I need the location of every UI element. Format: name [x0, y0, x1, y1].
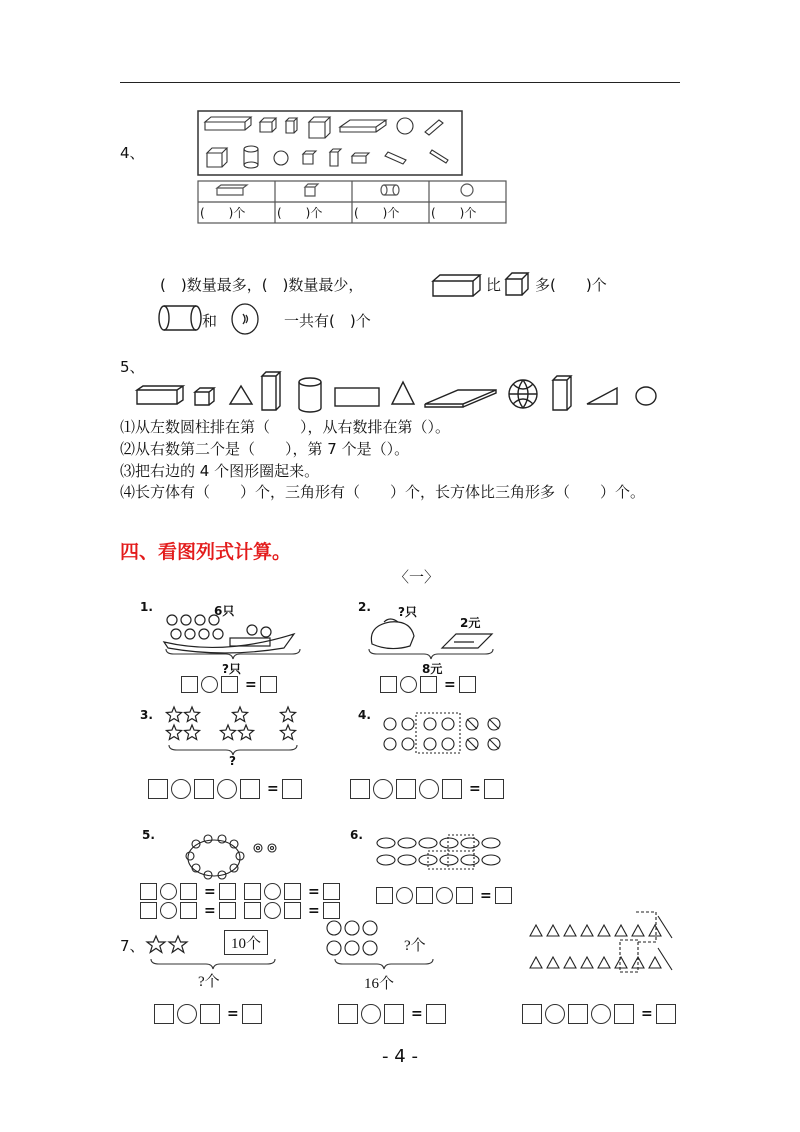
- answer-box[interactable]: [484, 779, 504, 799]
- equals-sign: =: [267, 780, 279, 797]
- answer-box[interactable]: [350, 779, 370, 799]
- problem-5-equation-1: [140, 881, 239, 900]
- equals-sign: =: [204, 902, 216, 919]
- triangle-icon: [649, 957, 661, 968]
- problem-5-equation-2: [244, 881, 343, 900]
- star-icon: [184, 725, 199, 740]
- answer-box[interactable]: [260, 676, 277, 693]
- answer-box[interactable]: [244, 883, 261, 900]
- problem-7-stars: [145, 934, 191, 956]
- equals-sign: =: [444, 676, 456, 693]
- triangle-icon: [547, 957, 559, 968]
- star-icon: [166, 707, 181, 722]
- section-subtitle: 〈一〉: [394, 568, 440, 586]
- problem-5-number: 5.: [142, 828, 155, 842]
- operator-circle[interactable]: [264, 883, 281, 900]
- problem-1-top-label: 6只: [214, 604, 235, 618]
- apple-icon: [327, 941, 341, 955]
- problem-6-number: 6.: [350, 828, 363, 842]
- answer-box[interactable]: [140, 883, 157, 900]
- star-icon: [232, 707, 247, 722]
- problem-6-coins: [376, 834, 502, 870]
- q4-line2-and: 和: [202, 312, 218, 330]
- page-number: - 4 -: [382, 1046, 418, 1067]
- operator-circle[interactable]: [264, 902, 281, 919]
- cuboid-icon: [432, 274, 482, 298]
- triangle-icon: [615, 957, 627, 968]
- coin-icon: [440, 838, 458, 848]
- coin-icon: [419, 855, 437, 865]
- operator-circle[interactable]: [217, 779, 237, 799]
- q4-line1-bi: 比: [486, 276, 502, 294]
- answer-box[interactable]: [219, 883, 236, 900]
- apple-icon: [345, 941, 359, 955]
- answer-box[interactable]: [384, 1004, 404, 1024]
- problem-2-bottom-label: 8元: [422, 662, 443, 676]
- apple-icon: [327, 921, 341, 935]
- equals-sign: =: [308, 883, 320, 900]
- problem-5-equation-4: [244, 900, 343, 919]
- triangle-icon: [581, 925, 593, 936]
- operator-circle[interactable]: [201, 676, 218, 693]
- answer-box[interactable]: [376, 887, 393, 904]
- star-icon: [166, 725, 181, 740]
- answer-box[interactable]: [148, 779, 168, 799]
- triangle-icon: [598, 925, 610, 936]
- cylinder-icon: [158, 304, 202, 332]
- star-icon: [184, 707, 199, 722]
- star-icon: [280, 725, 295, 740]
- answer-box[interactable]: [140, 902, 157, 919]
- answer-box[interactable]: [614, 1004, 634, 1024]
- problem-3-stars: [166, 706, 301, 746]
- q4-line1-end: 多( )个: [535, 276, 607, 294]
- problem-7-number: 7、: [120, 937, 145, 955]
- problem-1-brace: [165, 648, 301, 660]
- problem-7-brace-mid: [334, 958, 434, 970]
- answer-box[interactable]: [420, 676, 437, 693]
- answer-box[interactable]: [416, 887, 433, 904]
- answer-box[interactable]: [426, 1004, 446, 1024]
- operator-circle[interactable]: [436, 887, 453, 904]
- q4-number: 4、: [120, 144, 145, 162]
- equals-sign: =: [204, 883, 216, 900]
- cube-icon: [505, 272, 531, 298]
- answer-box[interactable]: [284, 883, 301, 900]
- triangle-icon: [632, 925, 644, 936]
- problem-4-number: 4.: [358, 708, 371, 722]
- problem-7-box-label: 10个: [224, 930, 268, 955]
- equals-sign: =: [411, 1005, 423, 1022]
- answer-box[interactable]: [568, 1004, 588, 1024]
- answer-box[interactable]: [180, 902, 197, 919]
- coin-icon: [482, 838, 500, 848]
- answer-box[interactable]: [656, 1004, 676, 1024]
- answer-box[interactable]: [284, 902, 301, 919]
- problem-2-equation: [380, 674, 479, 693]
- equals-sign: =: [641, 1005, 653, 1022]
- q5-item-2: ⑵从右数第二个是（ ），第 7 个是（）。: [120, 440, 410, 458]
- answer-box[interactable]: [323, 902, 340, 919]
- q5-item-1: ⑴从左数圆柱排在第（ ），从右数排在第（）。: [120, 418, 451, 436]
- operator-circle[interactable]: [591, 1004, 611, 1024]
- answer-box[interactable]: [200, 1004, 220, 1024]
- equals-sign: =: [308, 902, 320, 919]
- problem-7-triangles: [528, 910, 678, 974]
- coin-icon: [461, 855, 479, 865]
- triangle-icon: [581, 957, 593, 968]
- coin-icon: [482, 855, 500, 865]
- problem-7-equation-3: [522, 1003, 679, 1024]
- operator-circle[interactable]: [396, 887, 413, 904]
- answer-box[interactable]: [244, 902, 261, 919]
- coin-icon: [461, 838, 479, 848]
- problem-3-number: 3.: [140, 708, 153, 722]
- triangle-icon: [547, 925, 559, 936]
- triangle-icon: [564, 925, 576, 936]
- q4-table-cell: ( )个: [431, 206, 477, 220]
- operator-circle[interactable]: [373, 779, 393, 799]
- answer-box[interactable]: [221, 676, 238, 693]
- problem-3-bottom-label: ?: [229, 754, 236, 768]
- answer-box[interactable]: [194, 779, 214, 799]
- sphere-icon: [230, 302, 260, 336]
- problem-2-number: 2.: [358, 600, 371, 614]
- q4-table-cell: ( )个: [354, 206, 400, 220]
- answer-box[interactable]: [522, 1004, 542, 1024]
- problem-5-equation-3: [140, 900, 239, 919]
- problem-1-number: 1.: [140, 600, 153, 614]
- q5-number: 5、: [120, 358, 145, 376]
- answer-box[interactable]: [323, 883, 340, 900]
- problem-2-brace: [368, 648, 494, 660]
- problem-1-bottom-label: ?只: [222, 662, 241, 676]
- problem-3-equation: [148, 778, 305, 799]
- problem-2-price-label: 2元: [460, 616, 481, 630]
- answer-box[interactable]: [456, 887, 473, 904]
- equals-sign: =: [469, 780, 481, 797]
- operator-circle[interactable]: [177, 1004, 197, 1024]
- triangle-icon: [598, 957, 610, 968]
- header-rule: [120, 82, 680, 83]
- problem-4-circles: [380, 712, 510, 754]
- problem-5-picture: [180, 834, 280, 880]
- operator-circle[interactable]: [171, 779, 191, 799]
- triangle-icon: [530, 925, 542, 936]
- problem-1-equation: [181, 674, 280, 693]
- equals-sign: =: [245, 676, 257, 693]
- answer-box[interactable]: [282, 779, 302, 799]
- star-icon: [280, 707, 295, 722]
- q4-line2-end: 一共有( )个: [284, 312, 371, 330]
- operator-circle[interactable]: [545, 1004, 565, 1024]
- answer-box[interactable]: [396, 779, 416, 799]
- coin-icon: [440, 855, 458, 865]
- answer-box[interactable]: [180, 883, 197, 900]
- answer-box[interactable]: [338, 1004, 358, 1024]
- q4-table-cell: ( )个: [277, 206, 323, 220]
- equals-sign: =: [480, 887, 492, 904]
- problem-7-equation-1: [154, 1003, 265, 1024]
- coin-icon: [398, 838, 416, 848]
- section-title: 四、看图列式计算。: [120, 541, 292, 563]
- answer-box[interactable]: [459, 676, 476, 693]
- triangle-icon: [615, 925, 627, 936]
- coin-icon: [398, 855, 416, 865]
- answer-box[interactable]: [154, 1004, 174, 1024]
- q4-line1-text: ( )数量最多，( )数量最少，: [160, 276, 364, 294]
- problem-7-right-question: ?个: [404, 938, 426, 954]
- answer-box[interactable]: [380, 676, 397, 693]
- problem-7-bottom-mid-label: 16个: [364, 976, 395, 992]
- q4-shapes-picture: [195, 108, 465, 178]
- star-icon: [238, 725, 253, 740]
- answer-box[interactable]: [442, 779, 462, 799]
- q5-shapes-row: [135, 370, 665, 414]
- q4-table-cell: ( )个: [200, 206, 246, 220]
- answer-box[interactable]: [242, 1004, 262, 1024]
- apple-icon: [363, 921, 377, 935]
- operator-circle[interactable]: [160, 883, 177, 900]
- triangle-icon: [649, 925, 661, 936]
- problem-4-equation: [350, 778, 507, 799]
- problem-7-brace-left: [150, 958, 276, 970]
- problem-7-bottom-left-label: ?个: [198, 974, 220, 990]
- q5-item-3: ⑶把右边的 4 个图形圈起来。: [120, 462, 320, 480]
- coin-icon: [377, 855, 395, 865]
- operator-circle[interactable]: [361, 1004, 381, 1024]
- operator-circle[interactable]: [400, 676, 417, 693]
- coin-icon: [377, 838, 395, 848]
- q5-item-4: ⑷长方体有（ ）个，三角形有（ ）个，长方体比三角形多（ ）个。: [120, 483, 646, 501]
- problem-2-top-label: ?只: [398, 605, 417, 619]
- operator-circle[interactable]: [160, 902, 177, 919]
- triangle-icon: [530, 957, 542, 968]
- answer-box[interactable]: [495, 887, 512, 904]
- apple-icon: [345, 921, 359, 935]
- operator-circle[interactable]: [419, 779, 439, 799]
- answer-box[interactable]: [181, 676, 198, 693]
- coin-icon: [419, 838, 437, 848]
- equals-sign: =: [227, 1005, 239, 1022]
- star-icon: [220, 725, 235, 740]
- answer-box[interactable]: [219, 902, 236, 919]
- answer-box[interactable]: [240, 779, 260, 799]
- problem-7-equation-2: [338, 1003, 449, 1024]
- problem-7-apples: [326, 918, 386, 958]
- problem-6-equation: [376, 885, 515, 904]
- triangle-icon: [564, 957, 576, 968]
- apple-icon: [363, 941, 377, 955]
